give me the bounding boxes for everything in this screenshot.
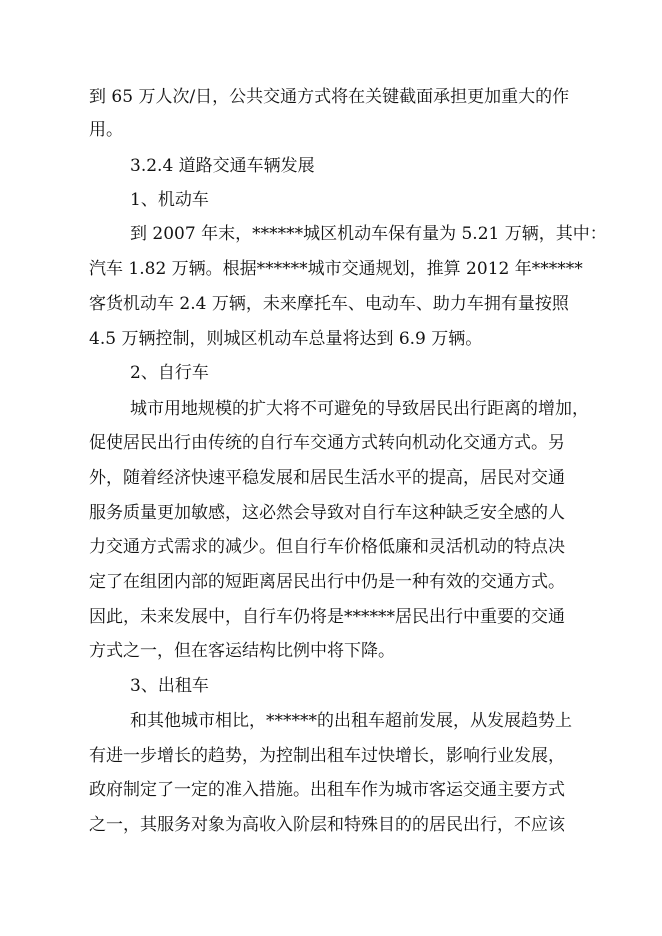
text-line: 定了在组团内部的短距离居民出行中仍是一种有效的交通方式。 xyxy=(89,572,565,592)
text-line: 到 65 万人次/日，公共交通方式将在关键截面承担更加重大的作 xyxy=(89,87,570,107)
text-line: 力交通方式需求的减少。但自行车价格低廉和灵活机动的特点决 xyxy=(89,537,565,557)
text-line: 有进一步增长的趋势，为控制出租车过快增长，影响行业发展， xyxy=(89,746,565,766)
text-line: 因此，未来发展中，自行车仍将是******居民出行中重要的交通 xyxy=(89,607,565,627)
text-line: 促使居民出行由传统的自行车交通方式转向机动化交通方式。另 xyxy=(89,433,565,453)
section-heading: 3.2.4 道路交通车辆发展 xyxy=(130,156,315,176)
text-line: 外，随着经济快速平稳发展和居民生活水平的提高，居民对交通 xyxy=(89,468,565,488)
text-line: 汽车 1.82 万辆。根据******城市交通规划，推算 2012 年****** xyxy=(89,259,583,279)
text-line: 用。 xyxy=(89,120,123,140)
text-line: 之一，其服务对象为高收入阶层和特殊目的的居民出行，不应该 xyxy=(89,815,565,835)
text-line: 到 2007 年末，******城区机动车保有量为 5.21 万辆，其中： xyxy=(130,224,607,244)
subsection-heading: 2、自行车 xyxy=(130,363,209,383)
subsection-heading: 1、机动车 xyxy=(130,190,209,210)
text-line: 和其他城市相比，******的出租车超前发展，从发展趋势上 xyxy=(130,711,572,731)
text-line: 城市用地规模的扩大将不可避免的导致居民出行距离的增加， xyxy=(130,399,589,419)
text-line: 服务质量更加敏感，这必然会导致对自行车这种缺乏安全感的人 xyxy=(89,503,565,523)
text-line: 4.5 万辆控制，则城区机动车总量将达到 6.9 万辆。 xyxy=(89,329,483,349)
text-line: 客货机动车 2.4 万辆，未来摩托车、电动车、助力车拥有量按照 xyxy=(89,294,569,314)
subsection-heading: 3、出租车 xyxy=(130,676,209,696)
text-line: 政府制定了一定的准入措施。出租车作为城市客运交通主要方式 xyxy=(89,780,565,800)
text-line: 方式之一，但在客运结构比例中将下降。 xyxy=(89,641,395,661)
